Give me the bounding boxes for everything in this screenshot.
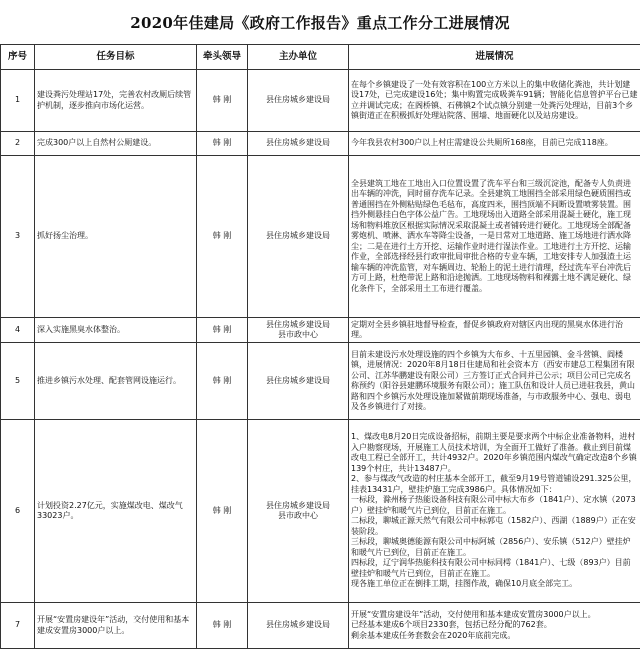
row-seq: 3	[1, 156, 35, 318]
page-title: 2020年佳建局《政府工作报告》重点工作分工进展情况	[130, 13, 510, 32]
row-lead: 韩 刚	[197, 420, 248, 603]
table-row	[1, 420, 640, 603]
row-target: 推进乡镇污水处理、配套管网设施运行。	[35, 343, 197, 420]
row-target: 计划投资2.27亿元，实施煤改电、煤改气33023户。	[35, 420, 197, 603]
row-target: 抓好扬尘治理。	[35, 156, 197, 318]
header-lead: 牵头领导	[197, 45, 248, 70]
row-progress: 全县建筑工地在工地出入口位置设置了洗车平台和三级沉淀池，配备专人负责进出车辆的冲洗，同时留存洗车记录。全县建筑工地围挡全部采用绿色硬质围挡或普通围挡在外侧粘贴绿色毛毡布，高度四米，围挡顶端不间断设置喷雾装置。围挡外侧悬挂白色字体公益广告。工地现场出入道路全部采用混凝土硬化，施工现场和物料堆放区根据实际情况采取混凝土或者铺砖进行硬化。工地现场全部配备雾炮机、喷淋、洒水车等降尘设备，一是日常对工地道路、施工场地进行洒水降尘；二是在进行土方开挖、运输作业时进行湿法作业。工地进行土方开挖、运输作业，全部选择经县行政审批局审批合格的专业车辆，工地安排专人加强渣土运输车辆的冲洗监管，对车辆周边、轮胎上的泥土进行清理，经过洗车平台冲洗后方可上路，杜绝带泥上路和沿途抛洒。工地现场物料和裸露土地不满足硬化、绿化条件下，全部采用土工布进行覆盖。	[349, 156, 640, 318]
row-progress: 目前未建设污水处理设施的四个乡镇为大布乡、十五里园镇、金斗营镇、阎楼镇，进展情况：2020年8月18日住建局和社会资本方（西安市建总工程集团有限公司、江苏华鹏建设有限公司）三方签订正式合同并已公示；项目公司已完成名称预约（阳谷县建鹏环境服务有限公司）；施工队伍和设计人员已进驻我县，黄山路和四个乡镇污水处理设施加紧做前期现场准备，与市政服务中心、强电、弱电及各乡镇进行了对接。	[349, 343, 640, 420]
row-progress: 1、煤改电8月20日完成设备招标，前期主要是要求两个中标企业准备物料，进村入户勘察现场，开展施工人员技术培训，为全面开工做好了准备。截止到目前煤改电工程已全部开工，共计4932户。2020年乡镇范围内煤改气确定改造8个乡镇139个村庄，共计13487户。 2、参与煤改气改造的村庄基本全部开工，截至9月19号管道铺设291.325公里，挂表13431户，壁挂炉施工完成3986户。具体情况如下： 一标段，滁州杨子热能设备科技有限公司中标大布乡（1841户）、定水镇（2073户）壁挂炉和暖气片已到位，目前正在施工。 二标段，聊城正源天然气有限公司中标郭屯（1582户）、西湖（1889户）正在安装阶段。 三标段，聊城奥德能源有限公司中标阿城（2856户）、安乐镇（512户）壁挂炉和暖气片已到位，目前正在施工。 四标段，辽宁润华热能科技有限公司中标同樗（1841户）、七级（893户）目前壁挂炉和暖气片已到位，目前正在施工。 现各施工单位正在倒排工期，挂图作战，确保10月底全部完工。	[349, 420, 640, 603]
row-progress: 定期对全县乡镇驻地督导检查，督促乡镇政府对辖区内出现的黑臭水体进行治理。	[349, 318, 640, 343]
row-seq: 6	[1, 420, 35, 603]
row-lead: 韩 刚	[197, 343, 248, 420]
row-seq: 4	[1, 318, 35, 343]
row-unit: 县住房城乡建设局	[248, 603, 349, 649]
row-lead: 韩 刚	[197, 132, 248, 156]
table-row	[1, 70, 640, 132]
row-progress: 在每个乡镇建设了一处有效容积在100立方米以上的集中收储化粪池，共计划建设17处，已完成建设16处；集中购置完成吸粪车91辆；智能化信息管护平台已建立并调试完成；在阁桥镇、石佛镇2个试点镇分别建一处粪污处理站，目前3个乡镇街道正在积极抓好处理站院落、围墙、地面硬化以及站房建设。	[349, 70, 640, 132]
row-unit: 县住房城乡建设局 县市政中心	[248, 318, 349, 343]
row-seq: 1	[1, 70, 35, 132]
row-seq: 2	[1, 132, 35, 156]
row-unit: 县住房城乡建设局	[248, 132, 349, 156]
row-lead: 韩 刚	[197, 318, 248, 343]
table-row	[1, 132, 640, 156]
table-row	[1, 318, 640, 343]
header-target: 任务目标	[35, 45, 197, 70]
row-target: 完成300户以上自然村公厕建设。	[35, 132, 197, 156]
row-progress: 开展“安置房建设年”活动，交付使用和基本建成安置房3000户以上。 已经基本建成6个项目2330套，包括已经分配的762套。 剩余基本建成任务套数会在2020年底前完成。	[349, 603, 640, 649]
row-unit: 县住房城乡建设局 县市政中心	[248, 420, 349, 603]
row-unit: 县住房城乡建设局	[248, 343, 349, 420]
header-seq: 序号	[1, 45, 35, 70]
row-target: 开展“安置房建设年”活动，交付使用和基本建成安置房3000户以上。	[35, 603, 197, 649]
table-row	[1, 343, 640, 420]
row-seq: 7	[1, 603, 35, 649]
row-target: 建设粪污处理站17处，完善农村改厕后续管护机制，逐步推向市场化运营。	[35, 70, 197, 132]
header-progress: 进展情况	[349, 45, 640, 70]
table-row	[1, 156, 640, 318]
row-unit: 县住房城乡建设局	[248, 156, 349, 318]
table-header-row	[1, 45, 640, 70]
row-lead: 韩 刚	[197, 603, 248, 649]
row-progress: 今年我县农村300户以上村庄需建设公共厕所168座，目前已完成118座。	[349, 132, 640, 156]
header-unit: 主办单位	[248, 45, 349, 70]
progress-table	[0, 44, 640, 649]
row-target: 深入实施黑臭水体整治。	[35, 318, 197, 343]
row-unit: 县住房城乡建设局	[248, 70, 349, 132]
row-lead: 韩 刚	[197, 156, 248, 318]
row-lead: 韩 刚	[197, 70, 248, 132]
row-seq: 5	[1, 343, 35, 420]
table-row	[1, 603, 640, 649]
